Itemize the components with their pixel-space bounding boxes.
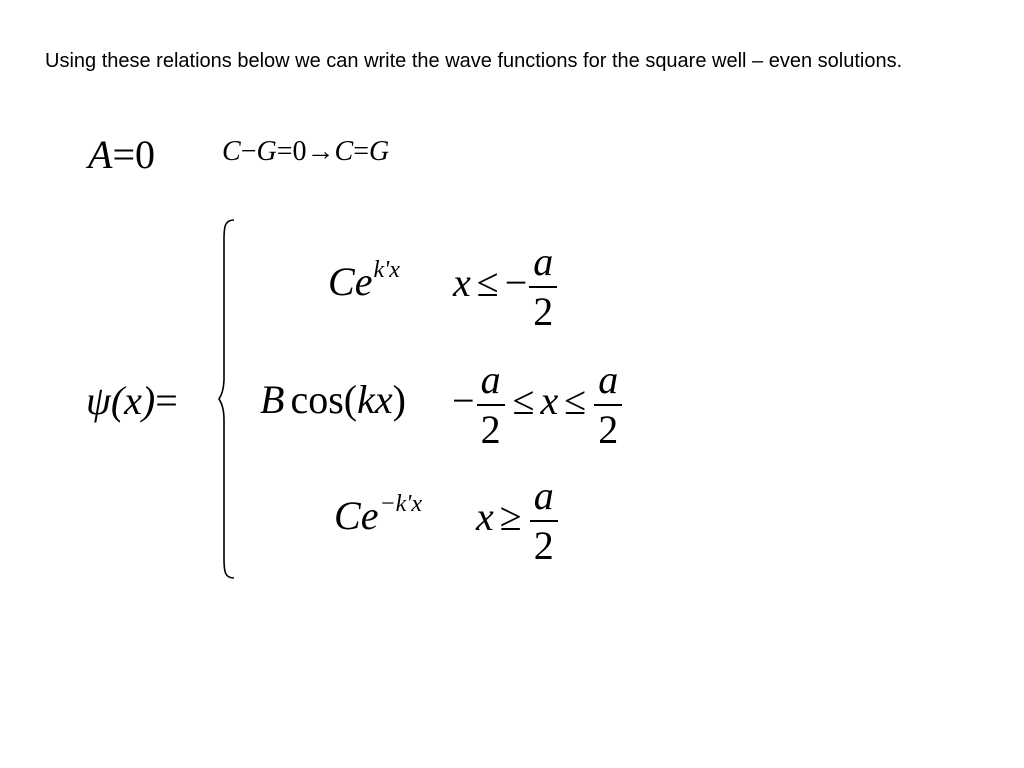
intro-text: Using these relations below we can write the wave functions for the square well – even solutions.: [45, 50, 903, 72]
case-3-condition: [476, 473, 560, 568]
less-equal-sign: ≤: [476, 260, 499, 306]
symbol-c: C: [334, 136, 354, 167]
fraction-a-over-2: [477, 357, 505, 452]
equals-sign: =: [353, 136, 369, 167]
less-equal-sign: ≤: [564, 378, 587, 424]
fraction-a-over-2: [529, 239, 557, 334]
fraction-numerator: a: [598, 357, 619, 402]
symbol-g: G: [256, 136, 277, 167]
minus-sign: −: [504, 260, 528, 306]
fraction-denominator: 2: [533, 523, 554, 568]
fraction-bar: [477, 404, 505, 406]
fraction-bar: [594, 404, 622, 406]
psi-symbol: ψ: [86, 378, 111, 423]
psi-argument: (x): [110, 378, 156, 423]
fraction-bar: [530, 520, 558, 522]
equation-a-equals-zero: [88, 131, 155, 178]
minus-sign: −: [240, 136, 257, 167]
symbol-g: G: [369, 136, 390, 167]
equals-sign: =: [155, 378, 178, 423]
fraction-numerator: a: [480, 357, 501, 402]
coefficient-c: C: [328, 259, 355, 304]
left-brace-icon: [218, 218, 238, 580]
cond-variable: x: [476, 494, 494, 540]
fraction-numerator: a: [533, 239, 554, 284]
close-paren: ): [392, 377, 406, 422]
cond-variable: x: [453, 260, 471, 306]
exponent: −k'x: [379, 491, 423, 517]
exponent: k'x: [373, 257, 400, 283]
coefficient-b: B: [260, 377, 285, 422]
equals-sign: =: [276, 136, 293, 167]
case-1-expression: [328, 258, 400, 305]
fraction-a-over-2: [594, 357, 622, 452]
symbol-a: A: [88, 132, 113, 177]
fraction-bar: [529, 286, 557, 288]
exp-base: e: [354, 259, 373, 304]
zero-value: 0: [292, 136, 307, 167]
greater-equal-sign: ≥: [499, 494, 522, 540]
equals-sign: =: [112, 132, 135, 177]
coefficient-c: C: [334, 493, 361, 538]
case-2-expression: [260, 376, 406, 423]
exp-base: e: [360, 493, 379, 538]
case-1-condition: [453, 239, 559, 334]
cos-argument: kx: [357, 377, 393, 422]
less-equal-sign: ≤: [512, 378, 535, 424]
zero-value: 0: [135, 132, 155, 177]
fraction-a-over-2: [530, 473, 558, 568]
open-paren: (: [343, 377, 358, 422]
equation-c-equals-g: [222, 136, 389, 168]
arrow-symbol: →: [306, 136, 335, 167]
minus-sign: −: [452, 378, 475, 424]
fraction-denominator: 2: [598, 407, 619, 452]
psi-lhs: [86, 377, 178, 424]
fraction-denominator: 2: [533, 289, 554, 334]
fraction-numerator: a: [533, 473, 554, 518]
cos-function: cos: [290, 377, 344, 422]
case-2-condition: [452, 357, 624, 452]
fraction-denominator: 2: [480, 407, 501, 452]
case-3-expression: [334, 492, 422, 539]
cond-variable: x: [540, 378, 559, 424]
symbol-c: C: [222, 136, 241, 167]
